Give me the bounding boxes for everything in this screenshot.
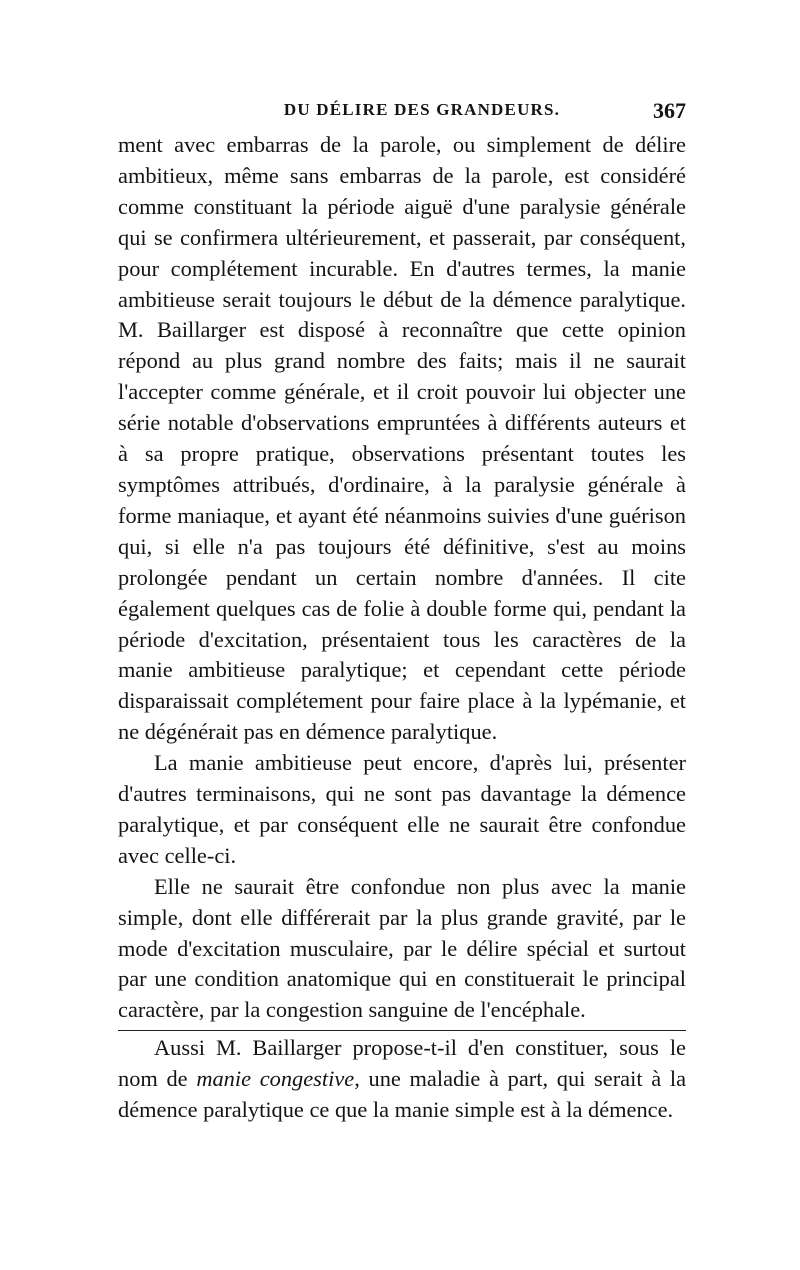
paragraph-2: La manie ambitieuse peut encore, d'après lui, présenter d'autres terminaisons, qui ne sont pas davantage la démence paralytique, et par conséquent elle ne saurait être confondue avec celle-ci.	[118, 750, 686, 868]
paragraph-4-text-end: , une maladie à part, qui serait à la démence paralytique ce que la manie simple est à la démence.	[118, 1066, 687, 1123]
running-title: DU DÉLIRE DES GRANDEURS.	[283, 100, 561, 119]
paragraph-4-italic-term: manie congestive	[196, 1066, 355, 1092]
paragraph-4-text-start: Aussi M. Baillarger propose-t-il d'en constituer, sous le nom de	[118, 1035, 686, 1092]
body-text	[118, 130, 686, 1126]
page-number: 367	[653, 98, 686, 123]
page-header	[118, 98, 686, 128]
paragraph-4	[118, 1033, 686, 1126]
paragraph-3: Elle ne saurait être confondue non plus avec la manie simple, dont elle différerait par la plus grande gravité, par le mode d'excitation musculaire, par le délire spécial et surtout par une condition anatomique qui en constituerait le principal caractère, par la congestion sanguine de l'encéphale.	[118, 873, 686, 1023]
section-separator-rule	[118, 1030, 686, 1031]
paragraph-1: ment avec embarras de la parole, ou simplement de délire ambitieux, même sans embarras de la parole, est considéré comme constituant la période aiguë d'une paralysie générale qui se confirmera ultérieurement, et passerait, par conséquent, pour complétement incurable. En d'autres termes, la manie ambitieuse serait toujours le début de la démence paralytique. M. Baillarger est disposé à reconnaître que cette opinion répond au plus grand nombre des faits; mais il ne saurait l'accepter comme générale, et il croit pouvoir lui objecter une série notable d'observations empruntées à différents auteurs et à sa propre pratique, observations présentant toutes les symptômes attribués, d'ordinaire, à la paralysie générale à forme maniaque, et ayant été néanmoins suivies d'une guérison qui, si elle n'a pas toujours été définitive, s'est au moins prolongée pendant un certain nombre d'années. Il cite également quelques cas de folie à double forme qui, pendant la période d'excitation, présentaient tous les caractères de la manie ambitieuse paralytique; et cependant cette période disparaissait complétement pour faire place à la lypémanie, et ne dégénérait pas en démence paralytique.	[118, 132, 686, 745]
